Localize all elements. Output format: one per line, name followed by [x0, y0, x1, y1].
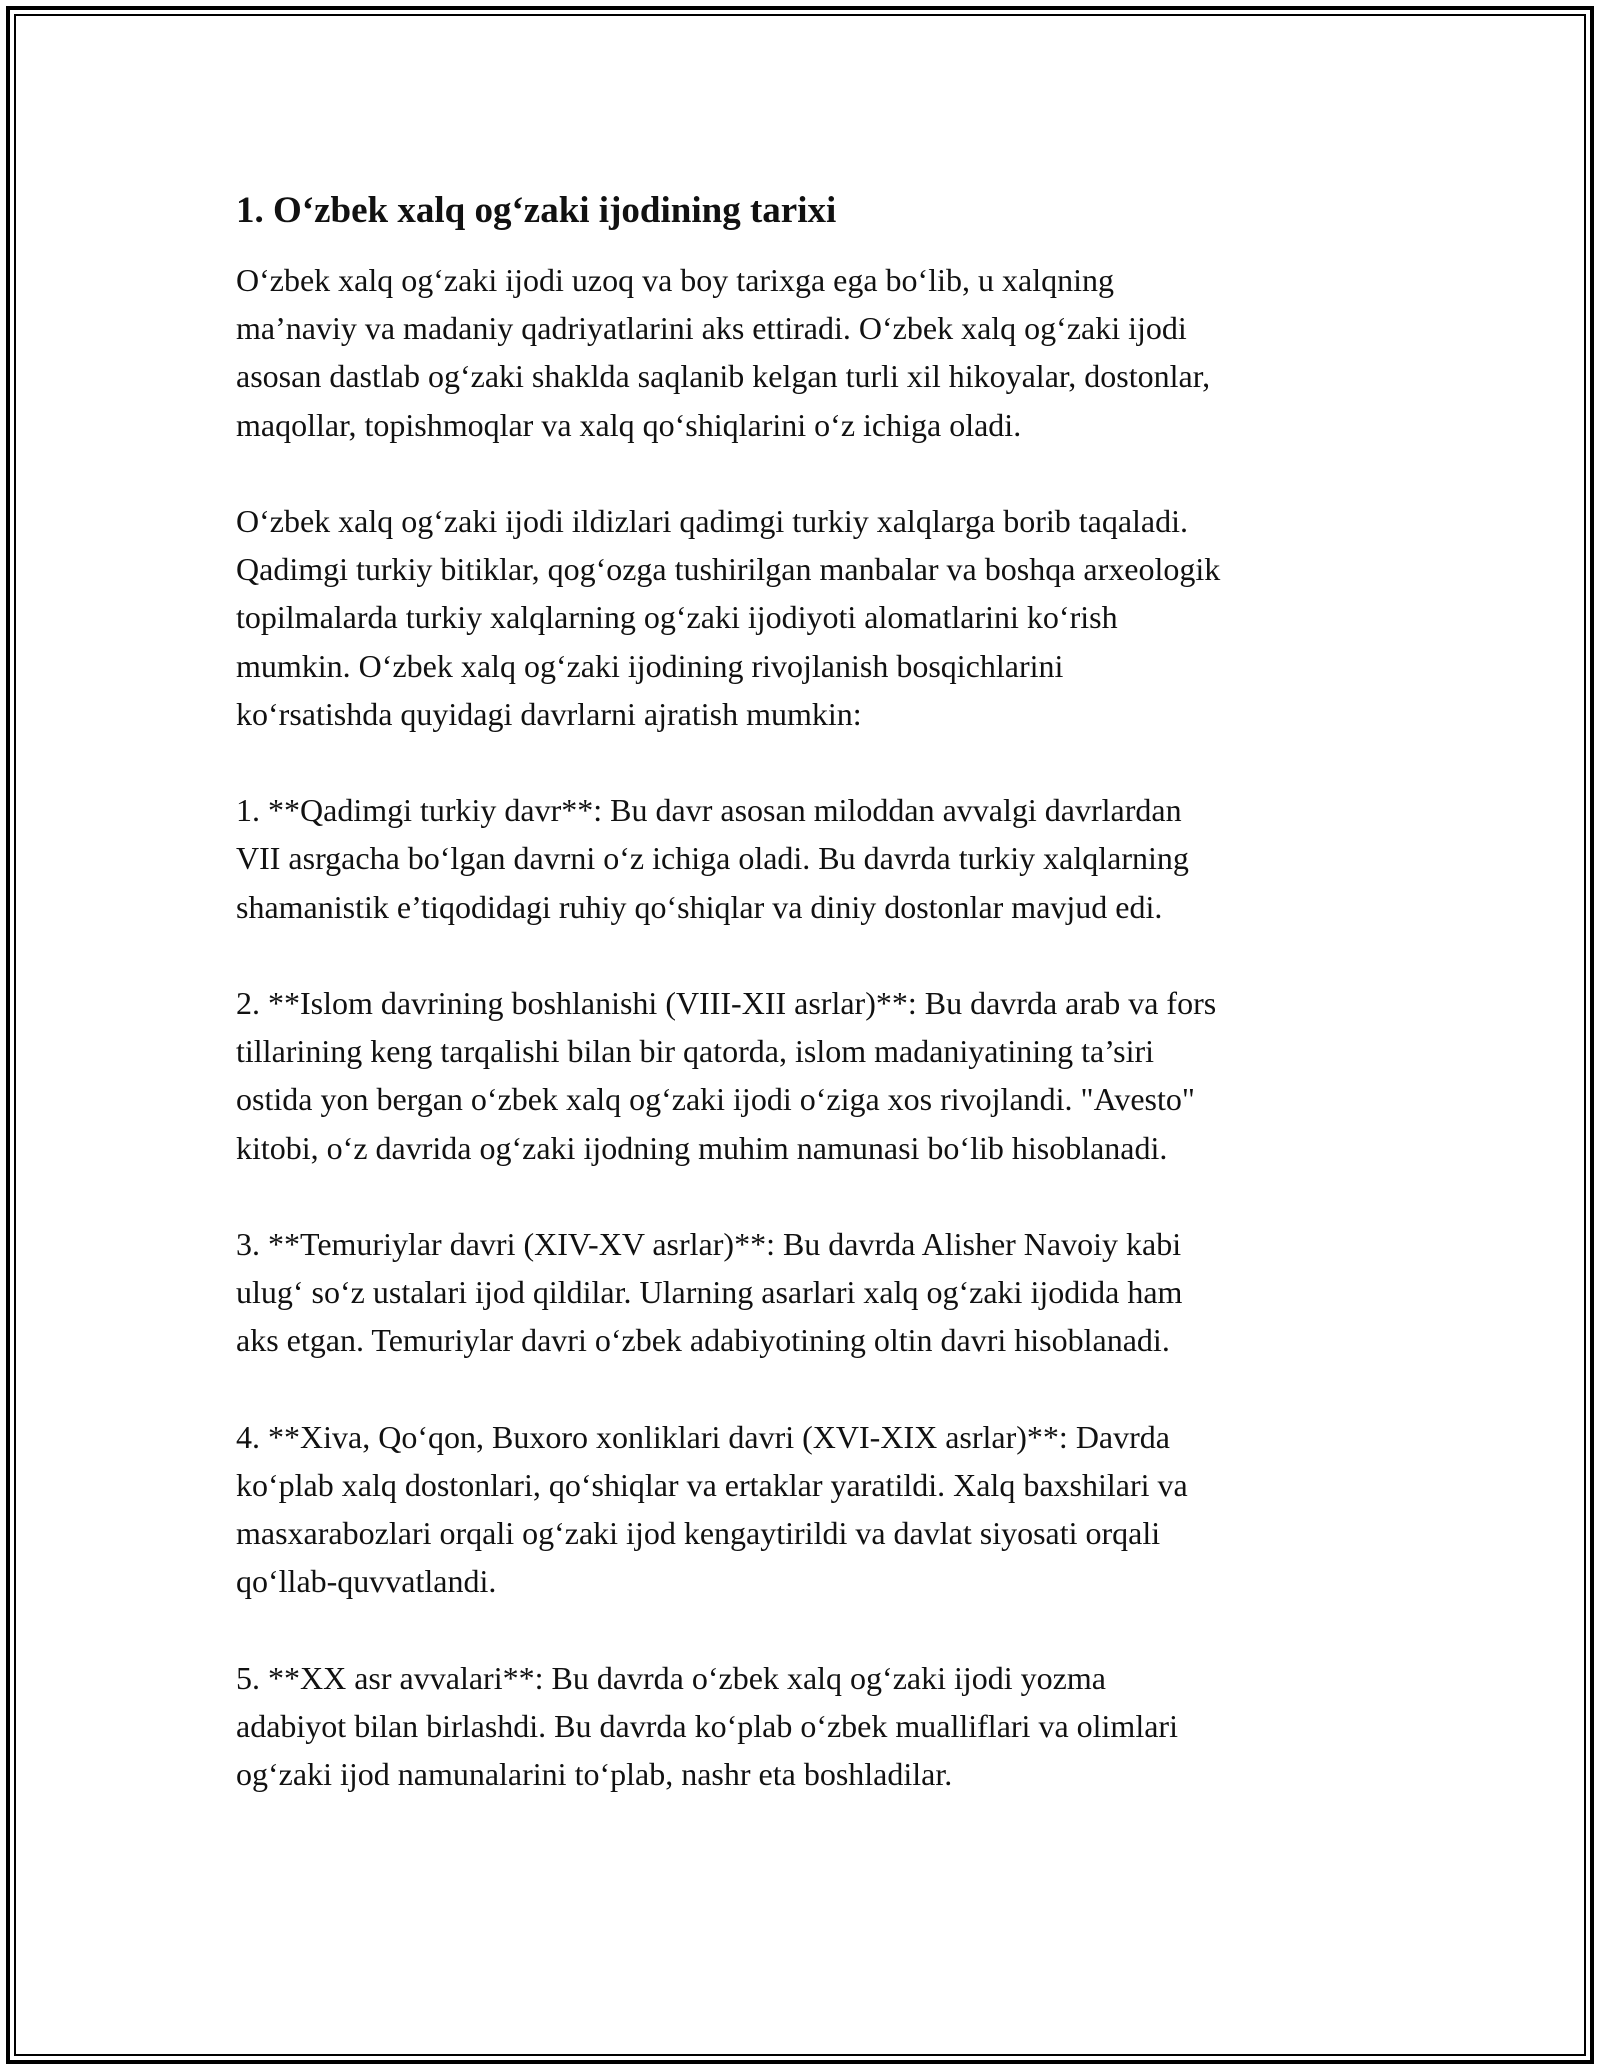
document-body [236, 186, 1386, 1847]
period-item-1: 1. **Qadimgi turkiy davr**: Bu davr asosan miloddan avvalgi davrlardan VII asrgacha bo‘lgan davrni o‘z ichiga oladi. Bu davrda turkiy xalqlarning shamanistik e’tiqodidagi ruhiy qo‘shiqlar va diniy dostonlar mavjud edi. [236, 792, 1189, 925]
origins-paragraph: O‘zbek xalq og‘zaki ijodi ildizlari qadimgi turkiy xalqlarga borib taqaladi. Qadimgi turkiy bitiklar, qog‘ozga tushirilgan manbalar va boshqa arxeologik topilmalarda turkiy xalqlarning og‘zaki ijodiyoti alomatlarini ko‘rish mumkin. O‘zbek xalq og‘zaki ijodining rivojlanish bosqichlarini ko‘rsatishda quyidagi davrlarni ajratish mumkin: [236, 503, 1221, 732]
period-item-5: 5. **XX asr avvalari**: Bu davrda o‘zbek xalq og‘zaki ijodi yozma adabiyot bilan birlashdi. Bu davrda ko‘plab o‘zbek mualliflari va olimlari og‘zaki ijod namunalarini to‘plab, nashr eta boshladilar. [236, 1659, 1178, 1793]
intro-paragraph: O‘zbek xalq og‘zaki ijodi uzoq va boy tarixga ega bo‘lib, u xalqning ma’naviy va madaniy qadriyatlarini aks ettiradi. O‘zbek xalq og‘zaki ijodi asosan dastlab og‘zaki shaklda saqlanib kelgan turli xil hikoyalar, dostonlar, maqollar, topishmoqlar va xalq qo‘shiqlarini o‘z ichiga oladi. [236, 262, 1211, 443]
document-title: 1. O‘zbek xalq og‘zaki ijodining tarixi [236, 190, 837, 231]
period-item-2: 2. **Islom davrining boshlanishi (VIII-XII asrlar)**: Bu davrda arab va fors tillarining keng tarqalishi bilan bir qatorda, islom madaniyatining ta’siri ostida yon bergan o‘zbek xalq og‘zaki ijodi o‘ziga xos rivojlandi. "Avesto" kitobi, o‘z davrida og‘zaki ijodning muhim namunasi bo‘lib hisoblanadi. [236, 985, 1217, 1166]
period-item-3: 3. **Temuriylar davri (XIV-XV asrlar)**: Bu davrda Alisher Navoiy kabi ulug‘ so‘z ustalari ijod qildilar. Ularning asarlari xalq og‘zaki ijodida ham aks etgan. Temuriylar davri o‘zbek adabiyotining oltin davri hisoblanadi. [236, 1226, 1183, 1359]
period-item-4: 4. **Xiva, Qo‘qon, Buxoro xonliklari davri (XVI-XIX asrlar)**: Davrda ko‘plab xalq dostonlari, qo‘shiqlar va ertaklar yaratildi. Xalq baxshilari va masxarabozlari orqali og‘zaki ijod kengaytirildi va davlat siyosati orqali qo‘llab-quvvatlandi. [236, 1418, 1188, 1600]
